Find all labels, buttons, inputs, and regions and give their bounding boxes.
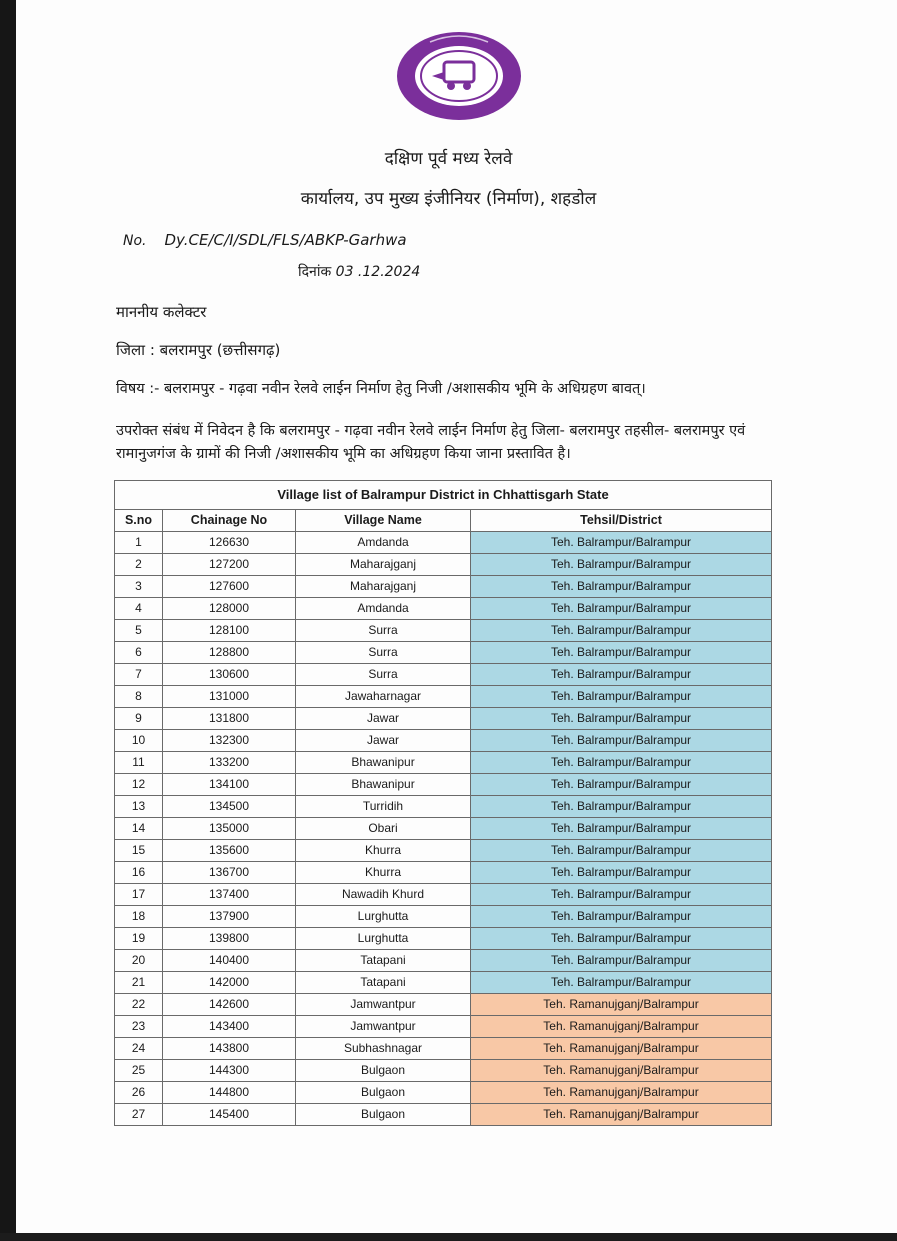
sno-cell: 19 — [115, 928, 163, 950]
date-label: दिनांक — [298, 264, 332, 280]
sno-cell: 8 — [115, 686, 163, 708]
table-row — [115, 554, 772, 576]
chainage-cell: 128800 — [163, 642, 296, 664]
table-row — [115, 730, 772, 752]
tehsil-cell: Teh. Balrampur/Balrampur — [471, 532, 772, 554]
tehsil-cell: Teh. Balrampur/Balrampur — [471, 972, 772, 994]
chainage-cell: 139800 — [163, 928, 296, 950]
chainage-cell: 142600 — [163, 994, 296, 1016]
village-cell: Khurra — [296, 840, 471, 862]
tehsil-cell: Teh. Balrampur/Balrampur — [471, 818, 772, 840]
village-cell: Khurra — [296, 862, 471, 884]
body-paragraph: उपरोक्त संबंध में निवेदन है कि बलरामपुर - गढ़वा नवीन रेलवे लाईन निर्माण हेतु जिला- बलरामपुर तहसील- बलरामपुर एवं रामानुजगंज के ग्रामों की निजी /अशासकीय भूमि का अधिग्रहण किया जाना प्रस्तावित है। — [116, 423, 746, 462]
table-row — [115, 642, 772, 664]
tehsil-cell: Teh. Balrampur/Balrampur — [471, 752, 772, 774]
village-cell: Jawar — [296, 730, 471, 752]
village-cell: Jawar — [296, 708, 471, 730]
chainage-cell: 137900 — [163, 906, 296, 928]
chainage-cell: 130600 — [163, 664, 296, 686]
bottom-frame-edge — [0, 1233, 897, 1241]
sno-cell: 26 — [115, 1082, 163, 1104]
chainage-cell: 131000 — [163, 686, 296, 708]
sno-cell: 22 — [115, 994, 163, 1016]
tehsil-cell: Teh. Balrampur/Balrampur — [471, 642, 772, 664]
village-cell: Surra — [296, 664, 471, 686]
tehsil-cell: Teh. Balrampur/Balrampur — [471, 620, 772, 642]
tehsil-cell: Teh. Ramanujganj/Balrampur — [471, 1104, 772, 1126]
chainage-cell: 128000 — [163, 598, 296, 620]
sno-cell: 20 — [115, 950, 163, 972]
tehsil-cell: Teh. Ramanujganj/Balrampur — [471, 1060, 772, 1082]
addressee-district: जिला : बलरामपुर (छत्तीसगढ़) — [116, 341, 281, 359]
sno-cell: 5 — [115, 620, 163, 642]
railway-logo — [394, 28, 524, 124]
sno-cell: 13 — [115, 796, 163, 818]
table-row — [115, 994, 772, 1016]
tehsil-cell: Teh. Ramanujganj/Balrampur — [471, 1016, 772, 1038]
village-cell: Bulgaon — [296, 1060, 471, 1082]
chainage-cell: 145400 — [163, 1104, 296, 1126]
sno-cell: 24 — [115, 1038, 163, 1060]
office-line-2: कार्यालय, उप मुख्य इंजीनियर (निर्माण), शहडोल — [300, 189, 597, 209]
chainage-cell: 135000 — [163, 818, 296, 840]
village-cell: Amdanda — [296, 598, 471, 620]
sno-cell: 6 — [115, 642, 163, 664]
tehsil-cell: Teh. Balrampur/Balrampur — [471, 708, 772, 730]
table-row — [115, 576, 772, 598]
tehsil-cell: Teh. Balrampur/Balrampur — [471, 686, 772, 708]
village-cell: Lurghutta — [296, 906, 471, 928]
office-line-1: दक्षिण पूर्व मध्य रेलवे — [384, 149, 513, 169]
table-row — [115, 774, 772, 796]
table-row — [115, 1016, 772, 1038]
village-cell: Bhawanipur — [296, 774, 471, 796]
sno-cell: 3 — [115, 576, 163, 598]
table-row — [115, 840, 772, 862]
reference-label: No. — [123, 233, 147, 249]
col-header-sno: S.no — [115, 510, 163, 532]
village-cell: Tatapani — [296, 972, 471, 994]
table-body — [115, 532, 772, 1126]
sno-cell: 17 — [115, 884, 163, 906]
tehsil-cell: Teh. Balrampur/Balrampur — [471, 950, 772, 972]
reference-code: Dy.CE/C/I/SDL/FLS/ABKP-Garhwa — [164, 231, 407, 249]
tehsil-cell: Teh. Balrampur/Balrampur — [471, 664, 772, 686]
sno-cell: 10 — [115, 730, 163, 752]
sno-cell: 15 — [115, 840, 163, 862]
table-row — [115, 708, 772, 730]
village-cell: Subhashnagar — [296, 1038, 471, 1060]
tehsil-cell: Teh. Balrampur/Balrampur — [471, 906, 772, 928]
village-cell: Surra — [296, 642, 471, 664]
chainage-cell: 128100 — [163, 620, 296, 642]
chainage-cell: 127200 — [163, 554, 296, 576]
chainage-cell: 142000 — [163, 972, 296, 994]
village-cell: Surra — [296, 620, 471, 642]
table-row — [115, 686, 772, 708]
chainage-cell: 137400 — [163, 884, 296, 906]
addressee-title: माननीय कलेक्टर — [116, 303, 207, 321]
tehsil-cell: Teh. Balrampur/Balrampur — [471, 884, 772, 906]
village-cell: Tatapani — [296, 950, 471, 972]
table-row — [115, 598, 772, 620]
chainage-cell: 134100 — [163, 774, 296, 796]
chainage-cell: 144300 — [163, 1060, 296, 1082]
sno-cell: 23 — [115, 1016, 163, 1038]
table-row — [115, 1060, 772, 1082]
village-cell: Amdanda — [296, 532, 471, 554]
table-row — [115, 884, 772, 906]
tehsil-cell: Teh. Balrampur/Balrampur — [471, 796, 772, 818]
table-row — [115, 796, 772, 818]
tehsil-cell: Teh. Balrampur/Balrampur — [471, 862, 772, 884]
table-row — [115, 532, 772, 554]
village-cell: Bhawanipur — [296, 752, 471, 774]
village-cell: Jawaharnagar — [296, 686, 471, 708]
sno-cell: 9 — [115, 708, 163, 730]
table-row — [115, 752, 772, 774]
village-cell: Nawadih Khurd — [296, 884, 471, 906]
reference-number — [123, 231, 407, 249]
sno-cell: 16 — [115, 862, 163, 884]
sno-cell: 12 — [115, 774, 163, 796]
village-cell: Bulgaon — [296, 1082, 471, 1104]
table-row — [115, 1082, 772, 1104]
chainage-cell: 127600 — [163, 576, 296, 598]
table-row — [115, 620, 772, 642]
chainage-cell: 136700 — [163, 862, 296, 884]
table-row — [115, 862, 772, 884]
village-cell: Maharajganj — [296, 576, 471, 598]
village-cell: Lurghutta — [296, 928, 471, 950]
sno-cell: 25 — [115, 1060, 163, 1082]
chainage-cell: 133200 — [163, 752, 296, 774]
table-row — [115, 1104, 772, 1126]
sno-cell: 1 — [115, 532, 163, 554]
village-cell: Bulgaon — [296, 1104, 471, 1126]
table-row — [115, 1038, 772, 1060]
sno-cell: 7 — [115, 664, 163, 686]
date-value: 03 .12.2024 — [335, 264, 421, 280]
tehsil-cell: Teh. Balrampur/Balrampur — [471, 554, 772, 576]
village-cell: Obari — [296, 818, 471, 840]
table-title: Village list of Balrampur District in Chhattisgarh State — [115, 481, 772, 510]
sno-cell: 14 — [115, 818, 163, 840]
sno-cell: 2 — [115, 554, 163, 576]
tehsil-cell: Teh. Balrampur/Balrampur — [471, 576, 772, 598]
chainage-cell: 134500 — [163, 796, 296, 818]
chainage-cell: 126630 — [163, 532, 296, 554]
sno-cell: 18 — [115, 906, 163, 928]
tehsil-cell: Teh. Balrampur/Balrampur — [471, 598, 772, 620]
chainage-cell: 143400 — [163, 1016, 296, 1038]
sno-cell: 21 — [115, 972, 163, 994]
col-header-chainage: Chainage No — [163, 510, 296, 532]
chainage-cell: 135600 — [163, 840, 296, 862]
village-list-table — [114, 480, 772, 1126]
tehsil-cell: Teh. Ramanujganj/Balrampur — [471, 1038, 772, 1060]
tehsil-cell: Teh. Balrampur/Balrampur — [471, 928, 772, 950]
table-row — [115, 972, 772, 994]
sno-cell: 4 — [115, 598, 163, 620]
table-row — [115, 818, 772, 840]
table-row — [115, 906, 772, 928]
sno-cell: 27 — [115, 1104, 163, 1126]
village-cell: Jamwantpur — [296, 994, 471, 1016]
col-header-village: Village Name — [296, 510, 471, 532]
chainage-cell: 140400 — [163, 950, 296, 972]
sno-cell: 11 — [115, 752, 163, 774]
tehsil-cell: Teh. Ramanujganj/Balrampur — [471, 1082, 772, 1104]
table-row — [115, 928, 772, 950]
chainage-cell: 144800 — [163, 1082, 296, 1104]
table-row — [115, 950, 772, 972]
chainage-cell: 132300 — [163, 730, 296, 752]
village-cell: Turridih — [296, 796, 471, 818]
chainage-cell: 143800 — [163, 1038, 296, 1060]
tehsil-cell: Teh. Balrampur/Balrampur — [471, 840, 772, 862]
village-cell: Maharajganj — [296, 554, 471, 576]
subject-line: विषय :- बलरामपुर - गढ़वा नवीन रेलवे लाईन निर्माण हेतु निजी /अशासकीय भूमि के अधिग्रहण बावत्। — [116, 381, 646, 397]
table-row — [115, 664, 772, 686]
tehsil-cell: Teh. Balrampur/Balrampur — [471, 774, 772, 796]
tehsil-cell: Teh. Balrampur/Balrampur — [471, 730, 772, 752]
tehsil-cell: Teh. Ramanujganj/Balrampur — [471, 994, 772, 1016]
letter-date — [298, 262, 420, 281]
chainage-cell: 131800 — [163, 708, 296, 730]
village-cell: Jamwantpur — [296, 1016, 471, 1038]
col-header-tehsil: Tehsil/District — [471, 510, 772, 532]
